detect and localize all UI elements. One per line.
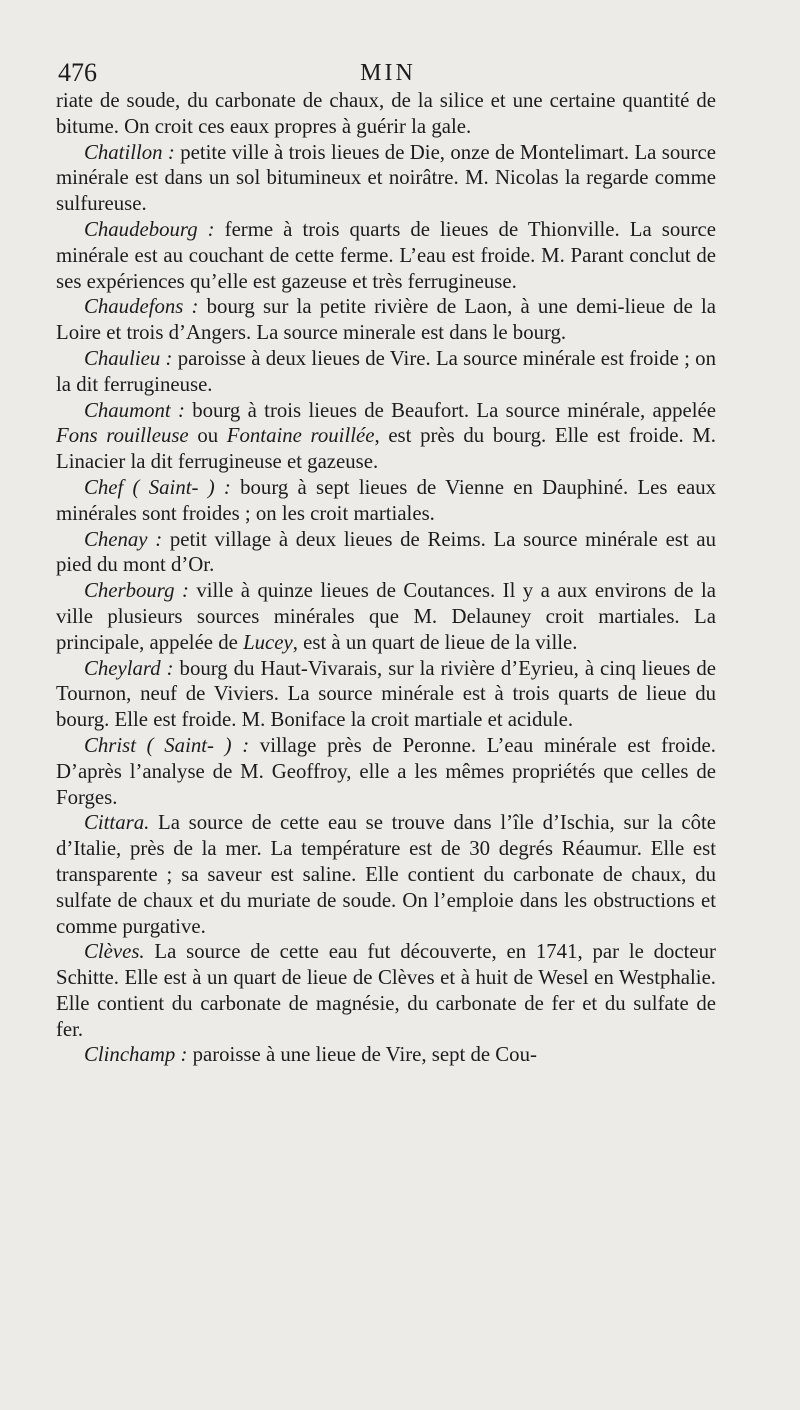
entry-headword: Cheylard : <box>84 656 174 680</box>
entry-chatillon: Chatillon : petite ville à trois lieues de Die, onze de Montelimart. La source minérale est dans un sol bitumineux et noirâtre. M. Nicolas la regarde comme sulfureuse. <box>56 140 716 216</box>
entry-cheylard: Cheylard : bourg du Haut-Vivarais, sur la rivière d’Eyrieu, à cinq lieues de Tournon, neuf de Viviers. La source minérale est à trois quarts de lieue du bourg. Elle est froide. M. Boniface la croit martiale et acidule. <box>56 656 716 732</box>
italic-name: Lucey <box>237 630 293 654</box>
entry-headword: Chaulieu : <box>84 346 173 370</box>
entry-chaudefons: Chaudefons : bourg sur la petite rivière de Laon, à une demi-lieue de la Loire et trois d’Angers. La source minerale est dans le bourg. <box>56 295 716 345</box>
entry-chaumont: Chaumont : bourg à trois lieues de Beaufort. La source minérale, appelée Fons rouilleuse ou Fontaine rouillée, est près du bourg. Elle est froide. M. Linacier la dit ferrugineuse et gazeuse. <box>56 398 716 474</box>
entry-headword: Cittara. <box>84 811 150 835</box>
entry-headword: Clèves. <box>84 940 145 964</box>
entry-cherbourg: Cherbourg : ville à quinze lieues de Coutances. Il y a aux environs de la ville plusieurs sources minérales que M. Delauney croit martiales. La principale, appelée de Lucey, est à un quart de lieue de la ville. <box>56 579 716 654</box>
entry-chenay: Chenay : petit village à deux lieues de Reims. La source minérale est au pied du mont d’Or. <box>56 527 717 577</box>
entry-headword: Chaudebourg : <box>84 217 215 241</box>
entry-headword: Chaudefons : <box>84 295 199 319</box>
entry-chef-saint: Chef ( Saint- ) : bourg à sept lieues de Vienne en Dauphiné. Les eaux minérales sont froides ; on les croit martiales. <box>56 475 717 525</box>
italic-name: Fons rouilleuse <box>56 424 189 448</box>
body-text <box>56 88 716 1068</box>
page-number: 476 <box>58 58 97 87</box>
entry-headword: Chef ( Saint- ) : <box>84 475 231 499</box>
entry-headword: Christ ( Saint- ) : <box>84 733 250 757</box>
entry-cittara: Cittara. La source de cette eau se trouve dans l’île d’Ischia, sur la côte d’Italie, près de la mer. La température est de 30 degrés Réaumur. Elle est transparente ; sa saveur est saline. Elle contient du carbonate de chaux, du sulfate de chaux et du muriate de soude. On l’emploie dans les obstructions et comme purgative. <box>56 811 716 938</box>
entry-chaudebourg: Chaudebourg : ferme à trois quarts de lieues de Thionville. La source minérale est au couchant de cette ferme. L’eau est froide. M. Parant conclut de ses expériences qu’elle est gazeuse et très ferrugineuse. <box>56 217 716 293</box>
entry-continuation: riate de soude, du carbonate de chaux, de la silice et une certaine quantité de bitume. On croit ces eaux propres à guérir la gale. <box>56 89 716 138</box>
entry-cleves: Clèves. La source de cette eau fut découverte, en 1741, par le docteur Schitte. Elle est à un quart de lieue de Clèves et à huit de Wesel en Westphalie. Elle contient du carbonate de magnésie, du carbonate de fer et du sulfate de fer. <box>56 940 716 1041</box>
italic-name: Fontaine rouillée <box>218 424 375 448</box>
entry-headword: Chatillon : <box>84 140 175 164</box>
entry-headword: Clinchamp : <box>84 1043 188 1067</box>
entry-clinchamp: Clinchamp : paroisse à une lieue de Vire, sept de Cou- <box>84 1043 537 1067</box>
entry-headword: Chenay : <box>84 527 163 551</box>
entry-christ-saint: Christ ( Saint- ) : village près de Peronne. L’eau minérale est froide. D’après l’analyse de M. Geoffroy, elle a les mêmes propriétés que celles de Forges. <box>56 733 716 809</box>
running-head: MIN <box>360 60 416 86</box>
page-header <box>58 56 718 90</box>
entry-headword: Chaumont : <box>84 398 185 422</box>
entry-headword: Cherbourg : <box>84 579 189 603</box>
entry-chaulieu: Chaulieu : paroisse à deux lieues de Vire. La source minérale est froide ; on la dit ferrugineuse. <box>56 346 716 396</box>
